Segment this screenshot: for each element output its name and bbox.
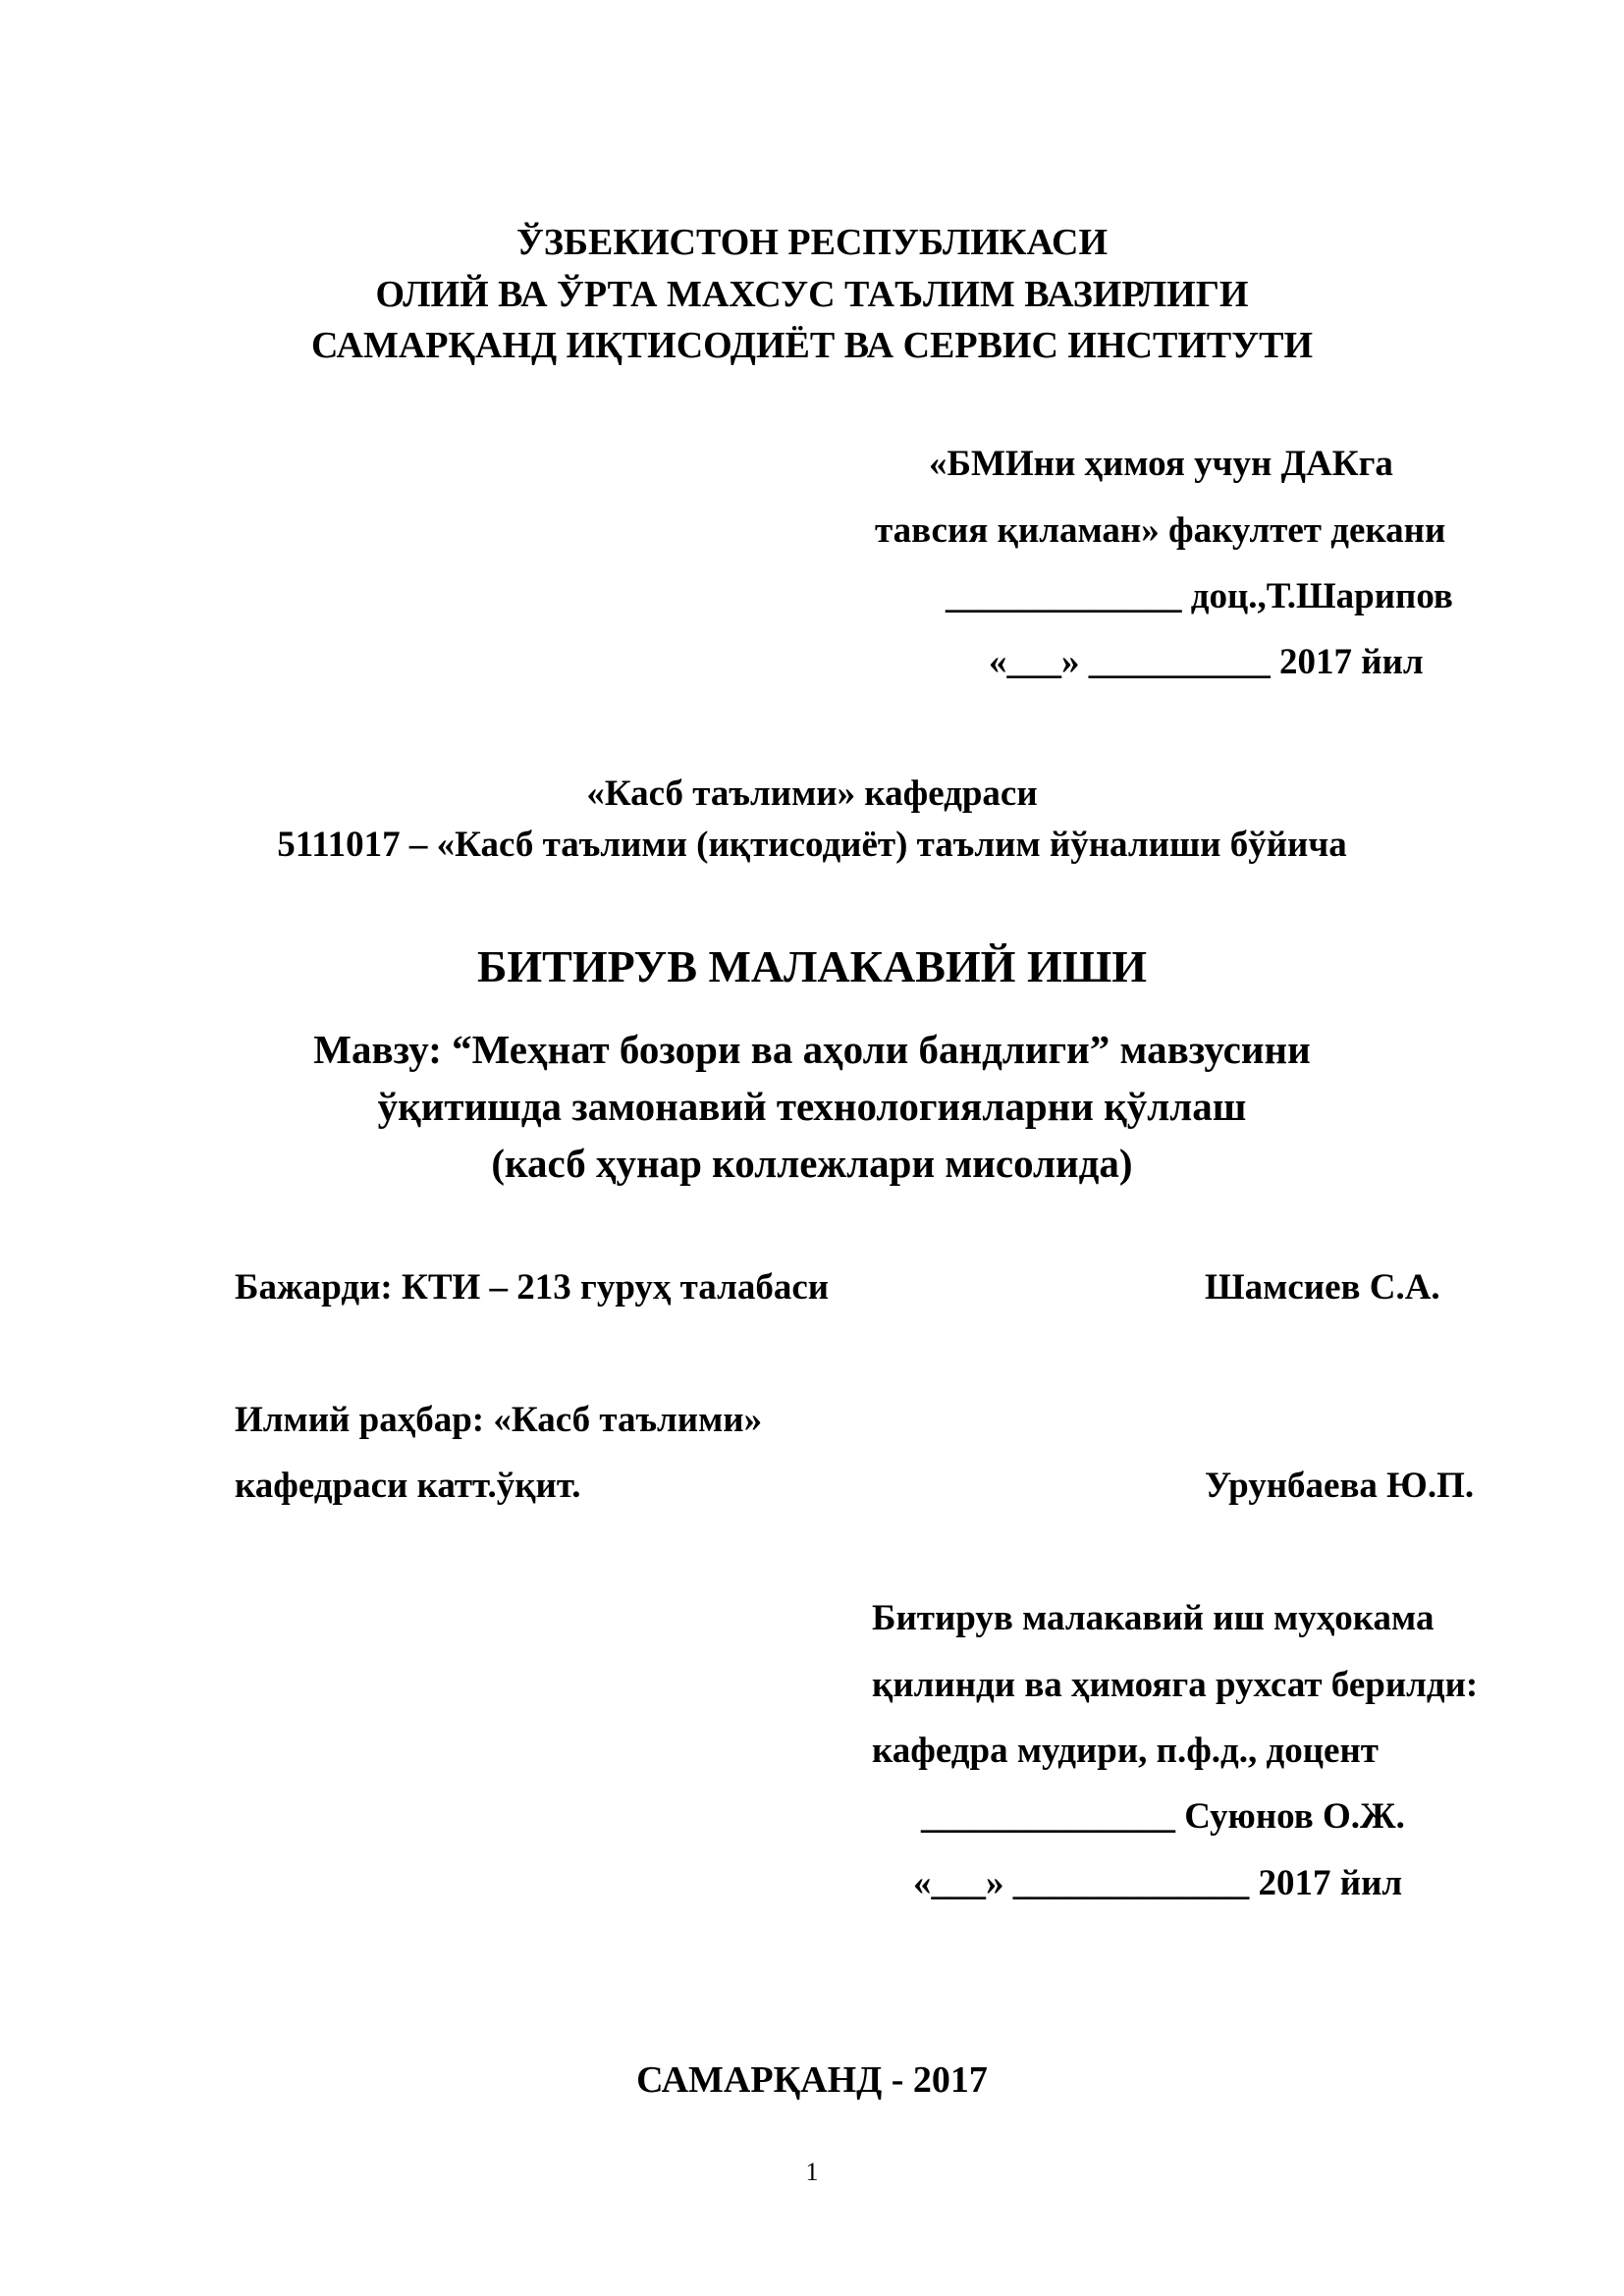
approval-line-1: «БМИни ҳимоя учун ДАКга [929,444,1393,484]
topic-line-1: Мавзу: “Меҳнат бозори ва аҳоли бандлиги” мавзусини [313,1027,1311,1072]
performer-name: Шамсиев С.А. [1205,1267,1440,1308]
header-ministry: ОЛИЙ ВА ЎРТА МАХСУС ТАЪЛИМ ВАЗИРЛИГИ [375,274,1249,315]
approval-date: «___» __________ 2017 йил [989,642,1424,682]
discussion-date: «___» _____________ 2017 йил [913,1863,1403,1903]
footer-city-year: САМАРҚАНД - 2017 [636,2059,988,2101]
performer-label: Бажарди: КТИ – 213 гуруҳ талабаси [235,1267,830,1308]
document-title: БИТИРУВ МАЛАКАВИЙ ИШИ [476,941,1148,991]
department-direction: 5111017 – «Касб таълими (иқтисодиёт) таълим йўналиши бўйича [277,825,1347,865]
department-name: «Касб таълими» кафедраси [586,774,1038,814]
header-institute: САМАРҚАНД ИҚТИСОДИЁТ ВА СЕРВИС ИНСТИТУТИ [310,325,1314,366]
topic-line-2: ўқитишда замонавий технологияларни қўллаш [377,1084,1247,1129]
supervisor-label-2: кафедраси катт.ўқит. [235,1466,581,1506]
approval-line-3: _____________ доц.,Т.Шарипов [946,576,1453,616]
topic-line-3: (касб ҳунар коллежлари мисолида) [491,1141,1133,1186]
header-country: ЎЗБЕКИСТОН РЕСПУБЛИКАСИ [515,222,1109,263]
page-number: 1 [805,2158,819,2186]
discussion-line-1: Битирув малакавий иш муҳокама [872,1598,1435,1638]
discussion-line-2: қилинди ва ҳимояга рухсат берилди: [872,1665,1479,1705]
discussion-line-3: кафедра мудири, п.ф.д., доцент [872,1731,1379,1771]
approval-line-2: тавсия қиламан» факултет декани [875,510,1446,551]
discussion-signature: ______________ Суюнов О.Ж. [921,1796,1405,1837]
supervisor-name: Урунбаева Ю.П. [1205,1466,1475,1506]
supervisor-label-1: Илмий раҳбар: «Касб таълими» [235,1400,763,1440]
